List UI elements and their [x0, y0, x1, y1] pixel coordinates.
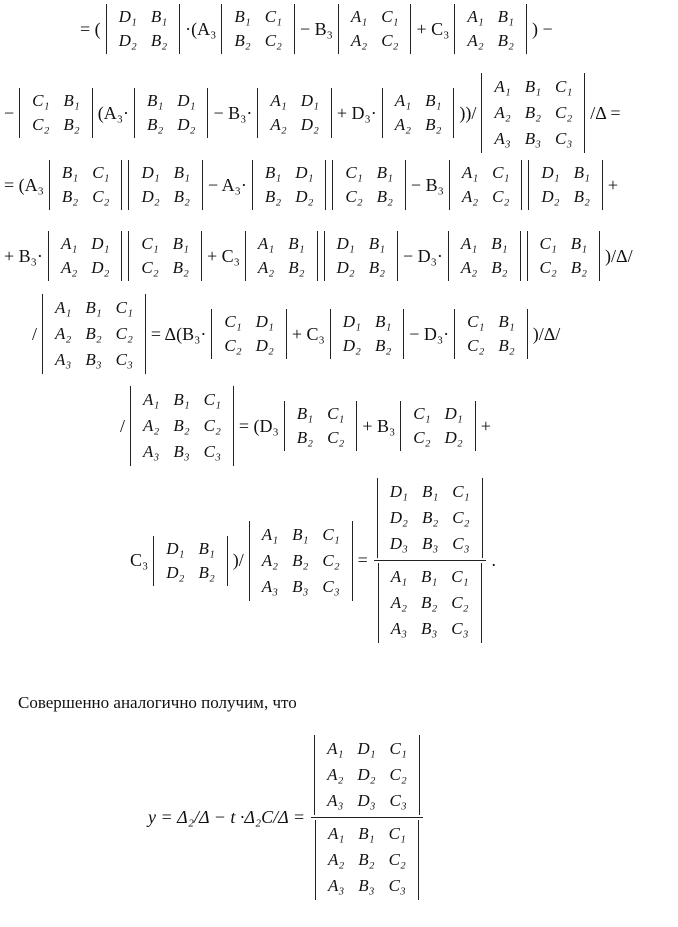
text: )/Δ/	[605, 245, 633, 266]
det-entry: D₁	[166, 538, 185, 558]
det-entry: B₃	[358, 876, 375, 895]
det-entry: B₃	[421, 534, 439, 553]
det-entry: D₁	[300, 91, 319, 110]
det-entry: A₃	[328, 876, 345, 895]
det-entry: A₂	[261, 550, 279, 570]
det-entry: B₁	[573, 163, 590, 182]
det-entry: B₂	[288, 258, 305, 277]
det-entry: A₂	[461, 187, 479, 206]
det-entry: D₂	[118, 31, 137, 50]
determinant	[252, 160, 326, 210]
det-entry: D₂	[166, 562, 185, 582]
det-entry: D₂	[295, 187, 314, 206]
text: ·(A₃	[185, 18, 217, 39]
text: )/	[232, 550, 244, 570]
fraction	[374, 478, 486, 643]
det-entry: C₁	[141, 234, 159, 253]
denominator-determinant	[378, 563, 482, 643]
det-entry: D₁	[118, 7, 137, 26]
text: − D₃·	[402, 245, 443, 266]
det-entry: B₁	[292, 524, 309, 544]
determinant	[106, 4, 180, 54]
det-entry: B₁	[288, 234, 305, 253]
det-entry: B₂	[173, 187, 190, 206]
det-entry: B₃	[524, 129, 541, 148]
det-entry: B₂	[497, 31, 514, 50]
det-entry: B₁	[150, 7, 168, 26]
text: = (A₃	[4, 174, 44, 195]
det-entry: A₃	[327, 791, 344, 810]
det-entry: C₃	[554, 129, 573, 148]
det-entry: C₁	[467, 312, 485, 331]
det-entry: B₂	[146, 115, 164, 134]
determinant	[211, 309, 286, 359]
determinant	[338, 4, 412, 54]
text: ) −	[531, 18, 553, 39]
determinant	[221, 4, 295, 54]
det-entry: C₂	[141, 258, 159, 277]
text: + B₃	[362, 415, 396, 436]
determinant	[481, 73, 585, 153]
equation-line-1	[78, 4, 555, 54]
equation-line-3	[2, 160, 620, 210]
det-entry: B₁	[425, 91, 442, 110]
det-entry: D₁	[444, 404, 463, 423]
det-entry: A₃	[143, 442, 160, 461]
det-entry: B₂	[292, 550, 309, 570]
det-entry: A₁	[467, 7, 484, 26]
determinant	[448, 231, 521, 281]
det-entry: B₁	[85, 298, 102, 317]
determinant	[400, 401, 475, 451]
text: ))/	[459, 102, 477, 123]
det-entry: C₂	[92, 187, 110, 206]
det-entry: C₂	[381, 31, 399, 50]
det-entry: B₂	[524, 103, 541, 122]
det-entry: C₂	[32, 115, 50, 134]
text: − B₃	[299, 18, 333, 39]
det-entry: B₃	[421, 619, 438, 638]
determinant	[245, 231, 318, 281]
det-entry: C₂	[388, 850, 406, 869]
det-entry: C₁	[539, 234, 557, 253]
det-entry: C₁	[452, 482, 470, 501]
determinant	[130, 386, 234, 466]
det-entry: D₂	[342, 336, 361, 355]
det-entry: C₁	[554, 77, 573, 96]
det-entry: B₃	[292, 576, 309, 596]
equation-line-4	[2, 231, 635, 281]
determinant	[257, 88, 331, 138]
det-entry: C₁	[32, 91, 50, 110]
det-entry: C₂	[327, 428, 345, 447]
det-entry: D₁	[91, 234, 110, 253]
det-entry: D₃	[389, 534, 408, 553]
determinant	[527, 231, 601, 281]
det-entry: C₁	[322, 524, 340, 544]
text: (A₃·	[97, 102, 129, 123]
det-entry: A₂	[327, 765, 344, 784]
det-entry: C₂	[539, 258, 557, 277]
text: = Δ(B₃·	[150, 323, 207, 344]
det-entry: B₁	[296, 404, 314, 423]
determinant	[324, 231, 398, 281]
det-entry: C₂	[413, 428, 431, 447]
text: − D₃·	[409, 323, 450, 344]
det-entry: C₁	[203, 390, 221, 409]
det-entry: A₁	[350, 7, 368, 26]
det-entry: A₁	[60, 234, 78, 253]
det-entry: A₂	[55, 324, 72, 343]
det-entry: B₁	[374, 312, 392, 331]
det-entry: A₂	[350, 31, 368, 50]
text: + C₃	[206, 245, 240, 266]
det-entry: D₂	[300, 115, 319, 134]
text: + B₃·	[4, 245, 43, 266]
det-entry: B₂	[358, 850, 375, 869]
determinant	[48, 231, 122, 281]
determinant	[128, 160, 202, 210]
det-entry: C₁	[451, 567, 469, 586]
det-entry: A₂	[143, 416, 160, 435]
det-entry: B₁	[498, 312, 515, 331]
det-entry: B₂	[150, 31, 168, 50]
text: + C₃	[291, 323, 325, 344]
det-entry: B₂	[374, 336, 392, 355]
det-entry: C₂	[452, 508, 470, 527]
det-entry: C₂	[467, 336, 485, 355]
det-entry: B₁	[198, 538, 215, 558]
det-entry: A₂	[60, 258, 78, 277]
det-entry: D₂	[255, 336, 274, 355]
fraction-bar	[311, 817, 423, 818]
denominator-determinant	[315, 820, 419, 900]
text: +	[480, 415, 491, 436]
text: + D₃·	[336, 102, 377, 123]
numerator-determinant	[377, 478, 483, 558]
det-entry: C₂	[203, 416, 221, 435]
text: = (	[80, 18, 101, 39]
det-entry: A₁	[394, 91, 412, 110]
det-entry: B₂	[491, 258, 508, 277]
det-entry: B₂	[172, 258, 189, 277]
det-entry: B₂	[570, 258, 588, 277]
det-entry: B₂	[376, 187, 393, 206]
text: + C₃	[416, 18, 450, 39]
det-entry: A₁	[327, 739, 344, 758]
text: +	[607, 174, 619, 195]
det-entry: D₁	[141, 163, 160, 182]
det-entry: C₁	[264, 7, 282, 26]
det-entry: A₂	[494, 103, 511, 122]
det-entry: A₁	[261, 524, 279, 544]
det-entry: B₂	[368, 258, 385, 277]
det-entry: D₂	[177, 115, 196, 134]
det-entry: B₂	[234, 31, 251, 50]
det-entry: A₂	[394, 115, 412, 134]
det-entry: C₃	[451, 619, 469, 638]
text: − B₃	[410, 174, 444, 195]
det-entry: C₂	[264, 31, 282, 50]
det-entry: C₃	[203, 442, 221, 461]
determinant	[332, 160, 406, 210]
det-entry: C₁	[327, 404, 345, 423]
det-entry: A₁	[494, 77, 511, 96]
det-entry: B₂	[498, 336, 515, 355]
det-entry: D₁	[177, 91, 196, 110]
det-entry: A₂	[467, 31, 484, 50]
text: )/Δ/	[532, 323, 561, 344]
det-entry: B₂	[573, 187, 590, 206]
det-entry: C₂	[115, 324, 133, 343]
det-entry: D₁	[357, 739, 376, 758]
det-entry: B₁	[172, 234, 189, 253]
det-entry: C₂	[224, 336, 242, 355]
det-entry: D₂	[336, 258, 355, 277]
det-entry: B₁	[61, 163, 79, 182]
determinant	[134, 88, 208, 138]
det-entry: C₁	[389, 739, 407, 758]
det-entry: B₁	[173, 163, 190, 182]
det-entry: B₁	[421, 567, 438, 586]
determinant	[454, 309, 528, 359]
det-entry: C₂	[554, 103, 573, 122]
det-entry: A₃	[494, 129, 511, 148]
det-entry: B₁	[421, 482, 439, 501]
determinant	[153, 536, 227, 586]
det-entry: B₁	[146, 91, 164, 110]
determinant	[42, 294, 146, 374]
det-entry: D₂	[389, 508, 408, 527]
det-entry: B₁	[358, 824, 375, 843]
det-entry: A₂	[257, 258, 275, 277]
det-entry: B₂	[421, 593, 438, 612]
text: /	[32, 323, 38, 344]
determinant	[249, 521, 353, 601]
det-entry: C₂	[389, 765, 407, 784]
det-entry: B₃	[173, 442, 190, 461]
det-entry: B₂	[198, 562, 215, 582]
det-entry: D₁	[541, 163, 560, 182]
text: C₃	[130, 550, 149, 570]
det-entry: B₁	[491, 234, 508, 253]
det-entry: D₁	[255, 312, 274, 331]
equation-line-2	[2, 73, 622, 153]
det-entry: A₁	[143, 390, 160, 409]
text: .	[491, 550, 496, 570]
det-entry: C₃	[115, 350, 133, 369]
determinant	[284, 401, 358, 451]
det-entry: B₁	[234, 7, 251, 26]
determinant	[19, 88, 93, 138]
det-entry: B₂	[296, 428, 314, 447]
det-entry: B₂	[63, 115, 80, 134]
det-entry: C₂	[492, 187, 510, 206]
text: y = Δ₂/Δ − t ·Δ₂C/Δ =	[148, 807, 306, 827]
det-entry: A₂	[390, 593, 407, 612]
fraction	[311, 735, 423, 900]
numerator-determinant	[314, 735, 420, 815]
det-entry: B₂	[85, 324, 102, 343]
det-entry: C₂	[322, 550, 340, 570]
text: = (D₃	[238, 415, 279, 436]
equation-line-5	[30, 294, 562, 374]
det-entry: D₂	[541, 187, 560, 206]
determinant	[128, 231, 202, 281]
det-entry: C₂	[345, 187, 363, 206]
det-entry: A₁	[55, 298, 72, 317]
det-entry: A₁	[461, 163, 479, 182]
det-entry: C₁	[492, 163, 510, 182]
text: =	[357, 550, 368, 570]
det-entry: B₂	[61, 187, 79, 206]
det-entry: A₂	[328, 850, 345, 869]
determinant	[454, 4, 527, 54]
det-entry: B₁	[570, 234, 588, 253]
determinant	[528, 160, 602, 210]
det-entry: B₁	[497, 7, 514, 26]
det-entry: C₁	[388, 824, 406, 843]
det-entry: C₃	[389, 791, 407, 810]
det-entry: D₁	[389, 482, 408, 501]
det-entry: A₁	[460, 234, 478, 253]
det-entry: D₂	[444, 428, 463, 447]
det-entry: C₂	[451, 593, 469, 612]
det-entry: C₁	[413, 404, 431, 423]
det-entry: D₁	[336, 234, 355, 253]
det-entry: B₁	[264, 163, 282, 182]
det-entry: C₁	[92, 163, 110, 182]
det-entry: A₂	[270, 115, 287, 134]
det-entry: A₂	[460, 258, 478, 277]
determinant	[382, 88, 455, 138]
det-entry: D₁	[295, 163, 314, 182]
det-entry: A₁	[328, 824, 345, 843]
det-entry: B₁	[376, 163, 393, 182]
text: − B₃·	[213, 102, 253, 123]
det-entry: B₁	[63, 91, 80, 110]
det-entry: A₃	[261, 576, 279, 596]
equation-line-7	[128, 478, 498, 643]
determinant	[449, 160, 523, 210]
text: −	[4, 102, 15, 123]
det-entry: C₁	[224, 312, 242, 331]
det-entry: D₁	[342, 312, 361, 331]
equation-line-8	[146, 735, 427, 900]
det-entry: B₁	[368, 234, 385, 253]
det-entry: C₃	[388, 876, 406, 895]
det-entry: D₂	[141, 187, 160, 206]
det-entry: C₁	[345, 163, 363, 182]
text: − A₃·	[207, 174, 247, 195]
det-entry: A₃	[55, 350, 72, 369]
equation-line-6	[118, 386, 493, 466]
det-entry: B₂	[425, 115, 442, 134]
text: /	[120, 415, 126, 436]
prose-text: Совершенно аналогично получим, что	[18, 693, 297, 712]
det-entry: B₁	[173, 390, 190, 409]
det-entry: D₂	[357, 765, 376, 784]
fraction-bar	[374, 560, 486, 561]
det-entry: A₁	[270, 91, 287, 110]
det-entry: A₃	[390, 619, 407, 638]
determinant	[330, 309, 404, 359]
det-entry: B₂	[421, 508, 439, 527]
det-entry: C₃	[452, 534, 470, 553]
det-entry: C₃	[322, 576, 340, 596]
determinant	[49, 160, 123, 210]
text: /Δ =	[590, 102, 621, 123]
det-entry: B₂	[173, 416, 190, 435]
det-entry: D₃	[357, 791, 376, 810]
det-entry: C₁	[381, 7, 399, 26]
det-entry: B₃	[85, 350, 102, 369]
det-entry: B₂	[264, 187, 282, 206]
det-entry: A₁	[390, 567, 407, 586]
det-entry: D₂	[91, 258, 110, 277]
det-entry: A₁	[257, 234, 275, 253]
det-entry: B₁	[524, 77, 541, 96]
det-entry: C₁	[115, 298, 133, 317]
